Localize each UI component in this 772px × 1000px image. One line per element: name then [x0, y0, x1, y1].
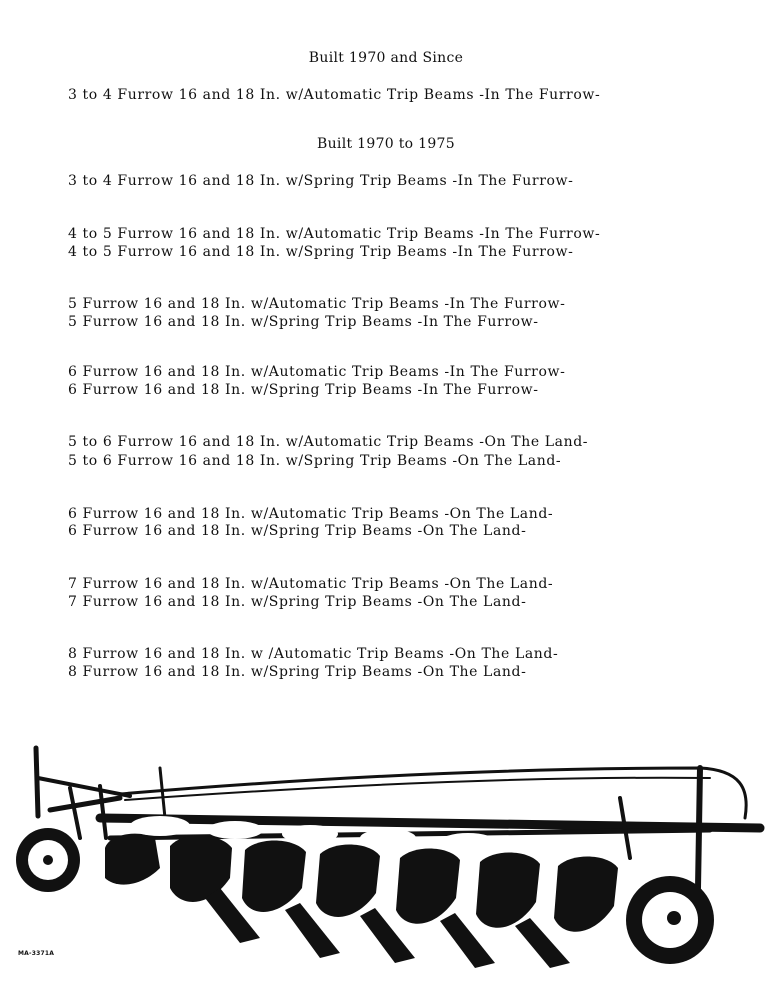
model-line: 8 Furrow 16 and 18 In. w /Automatic Trip Beams -On The Land-: [68, 646, 559, 662]
model-line: 8 Furrow 16 and 18 In. w/Spring Trip Beams -On The Land-: [68, 664, 527, 680]
model-line: 3 to 4 Furrow 16 and 18 In. w/Automatic Trip Beams -In The Furrow-: [68, 87, 601, 103]
model-line: 6 Furrow 16 and 18 In. w/Automatic Trip Beams -In The Furrow-: [68, 364, 566, 380]
model-line: 5 to 6 Furrow 16 and 18 In. w/Automatic Trip Beams -On The Land-: [68, 434, 589, 450]
model-line: 5 Furrow 16 and 18 In. w/Automatic Trip Beams -In The Furrow-: [68, 296, 566, 312]
model-line: 6 Furrow 16 and 18 In. w/Spring Trip Beams -On The Land-: [68, 523, 527, 539]
model-line: 4 to 5 Furrow 16 and 18 In. w/Spring Trip Beams -In The Furrow-: [68, 244, 574, 260]
model-line: 6 Furrow 16 and 18 In. w/Automatic Trip Beams -On The Land-: [68, 506, 554, 522]
model-line: 6 Furrow 16 and 18 In. w/Spring Trip Beams -In The Furrow-: [68, 382, 539, 398]
model-line: 5 Furrow 16 and 18 In. w/Spring Trip Beams -In The Furrow-: [68, 314, 539, 330]
plow-illustration: [10, 738, 770, 988]
figure-code: MA-3371A: [18, 950, 55, 957]
model-line: 4 to 5 Furrow 16 and 18 In. w/Automatic Trip Beams -In The Furrow-: [68, 226, 601, 242]
model-line: 5 to 6 Furrow 16 and 18 In. w/Spring Trip Beams -On The Land-: [68, 453, 562, 469]
model-line: 7 Furrow 16 and 18 In. w/Automatic Trip Beams -On The Land-: [68, 576, 554, 592]
model-line: 7 Furrow 16 and 18 In. w/Spring Trip Beams -On The Land-: [68, 594, 527, 610]
model-line: 3 to 4 Furrow 16 and 18 In. w/Spring Trip Beams -In The Furrow-: [68, 173, 574, 189]
heading-built-1970-and-since: Built 1970 and Since: [308, 50, 464, 66]
heading-built-1970-to-1975: Built 1970 to 1975: [317, 136, 455, 152]
